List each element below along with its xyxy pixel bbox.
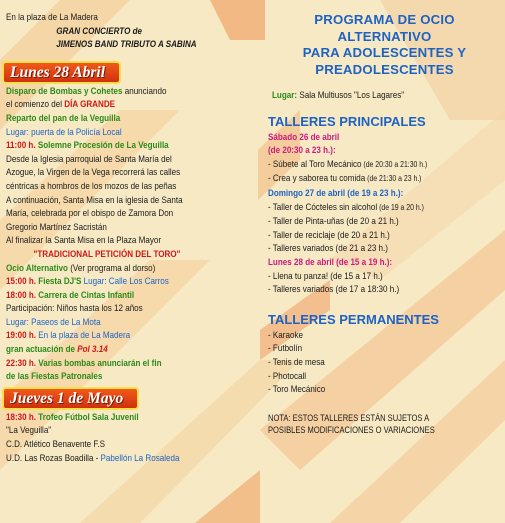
permanente-item-5: - Toro Mecánico — [268, 383, 326, 395]
right-column — [268, 10, 501, 437]
event-ocio-alternativo: Ocio Alternativo (Ver programa al dorso) — [6, 261, 156, 273]
monday-item-1: - Llena tu panza! (de 15 a 17 h.) — [268, 269, 383, 281]
sunday-header: Domingo 27 de abril (de 19 a 23 h.): — [268, 186, 404, 198]
sunday-item-4: - Talleres variados (de 21 a 23 h.) — [268, 242, 388, 254]
event-reparto-pan: Reparto del pan de la Veguilla — [6, 111, 121, 123]
permanente-item-4: - Photocall — [268, 369, 307, 381]
event-procesion: 11:00 h. Solemne Procesión de La Veguilla — [6, 139, 169, 151]
event-carrera-cintas: 18:00 h. Carrera de Cintas Infantil — [6, 288, 135, 300]
saturday-item-1: - Súbete al Toro Mecánico (de 20:30 a 21:30 h.) — [268, 157, 428, 169]
programa-place: Lugar: Sala Multiusos "Los Lagares" — [272, 89, 405, 100]
note — [268, 412, 501, 437]
talleres-permanentes-title: TALLERES PERMANENTES — [268, 311, 439, 327]
sunday-item-1: - Taller de Cócteles sin alcohol (de 19 a 20 h.) — [268, 200, 424, 212]
talleres-principales-title: TALLERES PRINCIPALES — [268, 113, 426, 129]
permanente-item-2: - Futbolín — [268, 342, 303, 354]
programa-title-line-2: ALTERNATIVO — [337, 28, 432, 44]
procesion-desc-7: Al finalizar la Santa Misa en la Plaza Mayor — [6, 234, 162, 246]
peticion-toro: "TRADICIONAL PETICIÓN DEL TORO" — [33, 247, 181, 259]
event-fin-fiestas-2: de las Fiestas Patronales — [6, 370, 103, 382]
intro-concert-line2: JIMENOS BAND TRIBUTO A SABINA — [56, 38, 197, 50]
carrera-place: Lugar: Paseos de La Mota — [6, 315, 101, 327]
event-trofeo: 18:30 h. Trofeo Fútbol Sala Juvenil — [6, 410, 139, 422]
trofeo-name: "La Veguilla" — [6, 424, 52, 436]
saturday-header: Sábado 26 de abril — [268, 130, 340, 142]
procesion-desc-3: céntricas a hombros de los mozos de las peñas — [6, 179, 177, 191]
monday-banner: Lunes 28 Abril — [4, 63, 119, 82]
event-pol-place: 19:00 h. En la plaza de La Madera — [6, 329, 131, 341]
intro-concert-line1: GRAN CONCIERTO de — [56, 24, 142, 36]
thursday-banner: Jueves 1 de Mayo — [4, 389, 137, 408]
procesion-desc-6: Gregorio Martínez Sacristán — [6, 220, 107, 232]
trofeo-team-2: U.D. Las Rozas Boadilla - Pabellón La Rosaleda — [6, 451, 180, 463]
event-fin-fiestas-1: 22:30 h. Varias bombas anunciarán el fin — [6, 356, 162, 368]
procesion-desc-5: María, celebrada por el obispo de Zamora Don — [6, 207, 174, 219]
saturday-item-2: - Crea y saborea tu comida (de 21:30 a 23 h.) — [268, 172, 422, 184]
intro-location: En la plaza de La Madera — [6, 11, 98, 22]
trofeo-team-1: C.D. Atlético Benavente F.S — [6, 438, 106, 450]
permanente-item-1: - Karaoke — [268, 328, 303, 340]
sunday-item-2: - Taller de Pinta-uñas (de 20 a 21 h.) — [268, 215, 399, 227]
event-bombas: Disparo de Bombas y Cohetes anunciando — [6, 84, 167, 96]
carrera-participacion: Participación: Niños hasta los 12 años — [6, 302, 143, 314]
sunday-item-3: - Taller de reciclaje (de 20 a 21 h.) — [268, 228, 390, 240]
programa-title-line-1: PROGRAMA DE OCIO — [314, 12, 455, 27]
permanente-item-3: - Tenis de mesa — [268, 355, 325, 367]
event-pol-actuacion: gran actuación de Pol 3.14 — [6, 343, 108, 355]
event-reparto-place: Lugar: puerta de la Policía Local — [6, 125, 122, 137]
saturday-hours: (de 20:30 a 23 h.): — [268, 144, 336, 156]
note-line-2: POSIBLES MODIFICACIONES O VARIACIONES — [268, 425, 435, 436]
event-dia-grande: el comienzo del DÍA GRANDE — [6, 98, 116, 110]
procesion-desc-4: A continuación, Santa Misa en la iglesia de Santa — [6, 193, 183, 205]
monday-item-2: - Talleres variados (de 17 a 18:30 h.) — [268, 283, 400, 295]
procesion-desc-2: Azogue, la Virgen de la Vega recorrerá las calles — [6, 166, 181, 178]
event-fiesta-djs: 15:00 h. Fiesta DJ'S Lugar: Calle Los Carros — [6, 275, 169, 287]
programa-title-line-4: PREADOLESCENTES — [315, 61, 454, 77]
programa-title — [268, 12, 501, 78]
left-column — [6, 10, 260, 464]
programa-title-line-3: PARA ADOLESCENTES Y — [302, 45, 467, 60]
note-line-1: NOTA: ESTOS TALLERES ESTÁN SUJETOS A — [268, 412, 430, 423]
monday-header: Lunes 28 de abril (de 15 a 19 h.): — [268, 255, 393, 267]
procesion-desc-1: Desde la Iglesia parroquial de Santa María del — [6, 152, 172, 164]
